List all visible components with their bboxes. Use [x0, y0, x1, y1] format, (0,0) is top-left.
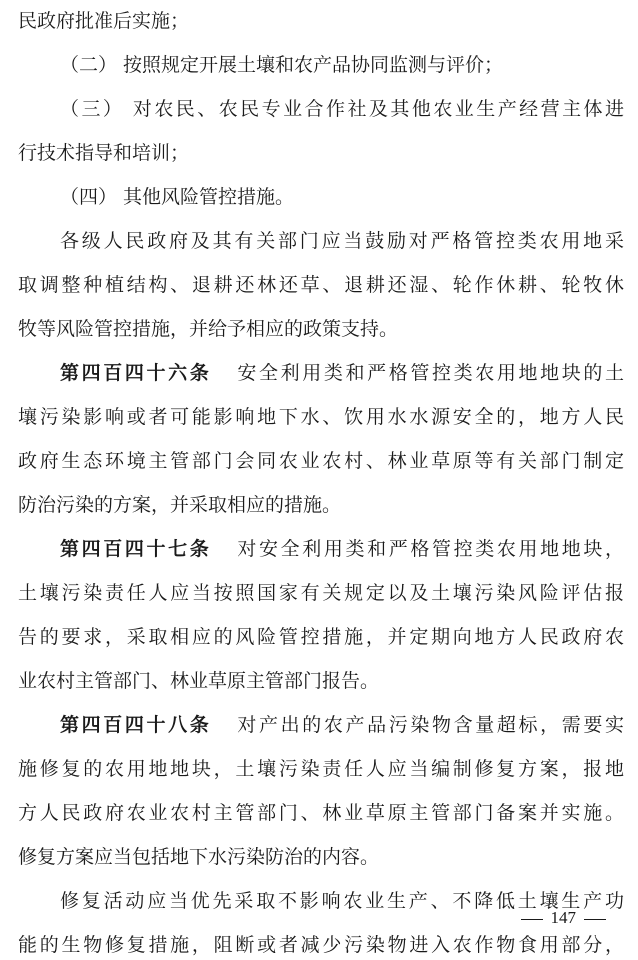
text-span: 对安全利用类和严格管控类农用地地块， [237, 538, 624, 560]
text-line: （四） 其他风险管控措施。 [60, 186, 295, 208]
text-line: 告的要求，采取相应的风险管控措施，并定期向地方人民政府农 [18, 626, 624, 648]
text-span: 对产出的农产品污染物含量超标，需要实 [237, 714, 624, 736]
text-line: 土壤污染责任人应当按照国家有关规定以及土壤污染风险评估报 [18, 582, 624, 604]
text-line: 政府生态环境主管部门会同农业农村、林业草原等有关部门制定 [18, 450, 624, 472]
text-line: 牧等风险管控措施，并给予相应的政策支持。 [18, 318, 399, 340]
article-446-number: 第四百四十六条 [60, 362, 212, 384]
article-448-number: 第四百四十八条 [60, 714, 212, 736]
text-line: 修复方案应当包括地下水污染防治的内容。 [18, 846, 380, 868]
text-line: 能的生物修复措施，阻断或者减少污染物进入农作物食用部分， [18, 934, 624, 956]
text-line: 行技术指导和培训； [18, 142, 190, 164]
article-448-first-line [60, 710, 624, 740]
page-number-text: 147 [550, 908, 576, 927]
text-line: 防治污染的方案，并采取相应的措施。 [18, 494, 342, 516]
text-span: 安全利用类和严格管控类农用地地块的土 [237, 362, 624, 384]
dash-left [521, 919, 543, 920]
text-line: 方人民政府农业农村主管部门、林业草原主管部门备案并实施。 [18, 802, 624, 824]
text-line: （二） 按照规定开展土壤和农产品协同监测与评价； [60, 54, 504, 76]
text-line: 各级人民政府及其有关部门应当鼓励对严格管控类农用地采 [60, 230, 624, 252]
text-line: 业农村主管部门、林业草原主管部门报告。 [18, 670, 380, 692]
page-number [513, 906, 615, 930]
article-446-first-line [60, 358, 624, 388]
text-line: 取调整种植结构、退耕还林还草、退耕还湿、轮作休耕、轮牧休 [18, 274, 624, 296]
text-line: 施修复的农用地地块，土壤污染责任人应当编制修复方案，报地 [18, 758, 624, 780]
text-line: （三） 对农民、农民专业合作社及其他农业生产经营主体进 [60, 98, 624, 120]
text-line: 民政府批准后实施； [18, 10, 190, 32]
dash-right [584, 919, 606, 920]
text-line: 修复活动应当优先采取不影响农业生产、不降低土壤生产功 [60, 890, 624, 912]
article-447-number: 第四百四十七条 [60, 538, 212, 560]
article-447-first-line [60, 534, 624, 564]
text-line: 壤污染影响或者可能影响地下水、饮用水水源安全的，地方人民 [18, 406, 624, 428]
